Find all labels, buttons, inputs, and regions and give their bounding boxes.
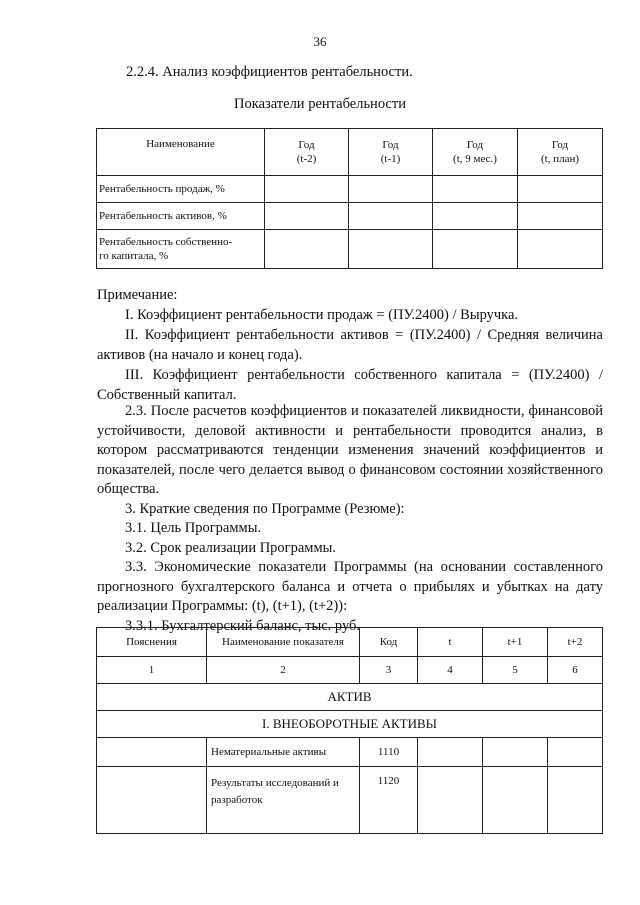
- section-active: АКТИВ: [97, 684, 603, 711]
- column-number: 2: [207, 657, 360, 684]
- header-t: t: [418, 628, 483, 657]
- row-label: Рентабельность собственно- го капитала, %: [97, 230, 265, 269]
- paragraph: 3.3.1. Бухгалтерский баланс, тыс. руб.: [125, 617, 361, 634]
- note-item: I. Коэффициент рентабельности продаж = (ПУ.2400) / Выручка.: [125, 307, 519, 323]
- header-year-t-9m: Год (t, 9 мес.): [433, 129, 518, 176]
- column-number: 5: [483, 657, 548, 684]
- header-t-plus-2: t+2: [548, 628, 603, 657]
- indicator-code: 1110: [360, 738, 418, 767]
- table-row: [97, 176, 603, 203]
- header-year-t-2: Год (t-2): [265, 129, 349, 176]
- indicator-code: 1120: [360, 767, 418, 834]
- paragraph: 3.3. Экономические показатели Программы (на основании составленного прогнозного бухгалтерского баланса и отчета о прибылях и убытках на дату реализации Программы: (t), (t+1), (t+2)):: [97, 559, 603, 614]
- table-title: Показатели рентабельности: [234, 96, 406, 112]
- notes-block: [97, 285, 603, 405]
- header-year-t-1: Год (t-1): [349, 129, 433, 176]
- row-label: Рентабельность активов, %: [97, 203, 265, 230]
- indicator-name: Нематериальные активы: [207, 738, 360, 767]
- balance-sheet-table: [96, 627, 603, 834]
- paragraph: 2.3. После расчетов коэффициентов и показателей ликвидности, финансовой устойчивости, деловой активности и рентабельности проводится анализ, в котором рассматриваются тенденции изменения значений коэффициентов и показателей, после чего делается вывод о финансовом состоянии хозяйственного общества.: [97, 403, 603, 497]
- header-name: Наименование: [97, 129, 265, 176]
- header-indicator-name: Наименование показателя: [207, 628, 360, 657]
- header-explanations: Пояснения: [97, 628, 207, 657]
- column-number: 1: [97, 657, 207, 684]
- paragraph: 3.2. Срок реализации Программы.: [125, 539, 337, 556]
- table-row: [97, 738, 603, 767]
- paragraph: 3. Краткие сведения по Программе (Резюме):: [125, 500, 405, 517]
- column-number: 4: [418, 657, 483, 684]
- table-row: [97, 203, 603, 230]
- header-t-plus-1: t+1: [483, 628, 548, 657]
- column-number: 3: [360, 657, 418, 684]
- header-code: Код: [360, 628, 418, 657]
- indicator-name: Результаты исследований и разработок: [207, 767, 360, 834]
- body-text: [97, 402, 603, 636]
- header-year-t-plan: Год (t, план): [518, 129, 603, 176]
- column-number: 6: [548, 657, 603, 684]
- note-item: III. Коэффициент рентабельности собственного капитала = (ПУ.2400) / Собственный капитал.: [97, 367, 603, 403]
- paragraph: 3.1. Цель Программы.: [125, 520, 262, 536]
- page-number: 36: [313, 34, 327, 49]
- notes-heading: Примечание:: [97, 287, 178, 303]
- section-title: 2.2.4. Анализ коэффициентов рентабельности.: [126, 64, 413, 80]
- section-noncurrent-assets: I. ВНЕОБОРОТНЫЕ АКТИВЫ: [97, 711, 603, 738]
- row-label: Рентабельность продаж, %: [97, 176, 265, 203]
- profitability-table: [96, 128, 603, 269]
- note-item: II. Коэффициент рентабельности активов = (ПУ.2400) / Средняя величина активов (на начало и конец года).: [97, 327, 603, 363]
- table-row: [97, 767, 603, 834]
- table-row: [97, 230, 603, 269]
